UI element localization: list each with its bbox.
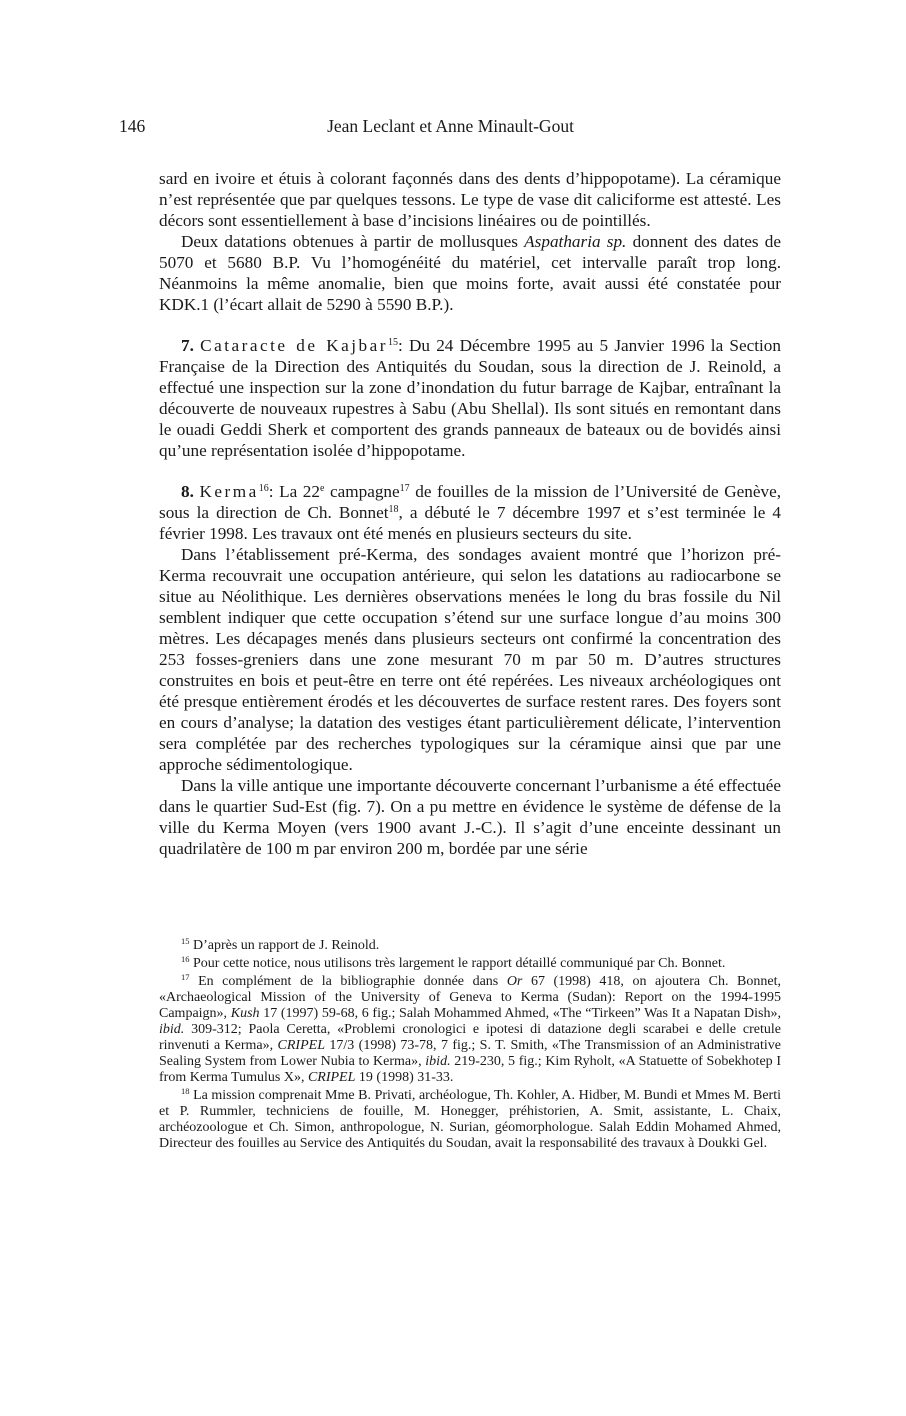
footnote-16 xyxy=(159,956,781,972)
footnote-text: 17 (1997) 59-68, 6 fig.; Salah Mohammed Ahmed, «The “Tirkeen” Was It a Napatan Dish», xyxy=(259,1006,782,1021)
footnote-number: 15 xyxy=(181,936,190,946)
section-7 xyxy=(159,335,781,461)
text-span: , a débuté le 7 décembre 1997 et s’est terminée le 4 février 1998. Les travaux ont été menés en plusieurs secteurs du site. xyxy=(159,503,781,543)
main-text xyxy=(159,168,781,859)
footnotes xyxy=(159,938,781,1154)
footnote-text: 17/3 (1998) 73-78, 7 fig.; S. T. Smith, «The Transmission of an Administrative Sealing System from Lower Nubia to Kerma», xyxy=(159,1038,781,1069)
journal-title: CRIPEL xyxy=(307,1070,356,1085)
running-title: Jean Leclant et Anne Minault-Gout xyxy=(327,116,574,136)
section-text: : Du 24 Décembre 1995 au 5 Janvier 1996 la Section Française de la Direction des Antiquités du Soudan, sous la direction de J. Reinold, a effectué une inspection sur la zone d’inondation du futur barrage de Kajbar, entraînant la découverte de nouveaux rupestres à Sabu (Abu Shellal). Ils sont situés en remontant dans le ouadi Geddi Sherk et comportent des grands panneaux de bateaux ou de bovidés ainsi qu’une représentation isolée d’hippopotame. xyxy=(159,336,781,460)
footnote-15 xyxy=(159,938,781,954)
ibid-ref: ibid. xyxy=(425,1054,451,1069)
paragraph-continuation: sard en ivoire et étuis à colorant façonnés dans des dents d’hippopotame). La céramique n’est représentée que par quelques tessons. Le type de vase dit caliciforme est attesté. Les décors sont essentiellement à base d’incisions linéaires ou de pointillés. xyxy=(159,169,781,230)
paragraph-datations xyxy=(159,231,781,315)
footnote-17 xyxy=(159,974,781,1086)
section-number: 7. xyxy=(181,336,194,355)
text-span: de fouilles de la mission de l’Université de Genève, sous la direction de Ch. Bonnet xyxy=(159,482,782,522)
footnote-number: 18 xyxy=(181,1086,190,1096)
footnote-text: Pour cette notice, nous utilisons très largement le rapport détaillé communiqué par Ch. Bonnet. xyxy=(189,956,726,971)
text-span: campagne xyxy=(324,482,400,501)
footnote-number: 17 xyxy=(181,972,190,982)
footnote-ref: 16 xyxy=(258,483,269,494)
section-number: 8. xyxy=(181,482,194,501)
ordinal-suffix: e xyxy=(319,483,325,494)
text-span: : La 22 xyxy=(268,482,320,501)
footnote-text: En complément de la bibliographie donnée dans xyxy=(189,974,507,989)
text-span: Deux datations obtenues à partir de mollusques xyxy=(181,232,525,251)
footnote-ref: 18 xyxy=(388,504,399,515)
footnote-ref: 15 xyxy=(387,337,398,348)
footnote-text: 19 (1998) 31-33. xyxy=(355,1070,454,1085)
journal-title: Or xyxy=(506,974,523,989)
footnote-18 xyxy=(159,1088,781,1152)
journal-title: Kush xyxy=(230,1006,260,1021)
ibid-ref: ibid. xyxy=(159,1022,185,1037)
page-header xyxy=(119,116,782,138)
section-title: Cataracte de Kajbar xyxy=(200,336,388,355)
paragraph-pre-kerma: Dans l’établissement pré-Kerma, des sondages avaient montré que l’horizon pré-Kerma recouvrait une occupation antérieure, qui selon les datations au radiocarbone se situe au Néolithique. Les dernières observations menées le long du bras fossile du Nil semblent indiquer que cette occupation s’étend sur une surface longue d’au moins 300 mètres. Les décapages menés dans plusieurs secteurs ont confirmé la concentration des 253 fosses-greniers dans une zone mesurant 70 m par 50 m. D’autres structures construites en bois et peut-être en terre ont été repérées. Les niveaux archéologiques ont été presque entièrement érodés et les découvertes de surface restent rares. Des foyers sont en cours d’analyse; la datation des vestiges étant particulièrement délicate, l’intervention sera complétée par des recherches typologiques sur la céramique ainsi que par une approche sédimentologique. xyxy=(159,545,781,774)
footnote-text: 67 (1998) 418, on ajoutera Ch. Bonnet, «Archaeological Mission of the University of Geneva to Kerma (Sudan): Report on the 1994-1995 Campaign», xyxy=(159,974,781,1021)
text-span: donnent des dates de 5070 et 5680 B.P. Vu l’homogénéité du matériel, cet intervalle paraît trop long. Néanmoins la même anomalie, bien que moins forte, avait aussi été constatée pour KDK.1 (l’écart allait de 5290 à 5590 B.P.). xyxy=(159,232,781,314)
footnote-ref: 17 xyxy=(399,483,410,494)
journal-title: CRIPEL xyxy=(277,1038,325,1053)
section-title: Kerma xyxy=(199,482,259,501)
footnote-text: La mission comprenait Mme B. Privati, archéologue, Th. Kohler, A. Hidber, M. Bundi et Mmes M. Berti et P. Rummler, techniciens de fouille, M. Honegger, préhistorien, A. Smit, assistante, L. Chaix, archéozoologue et Ch. Simon, anthropologue, N. Surian, géomorphologue. Salah Eddin Mohamed Ahmed, Directeur des fouilles au Service des Antiquités du Soudan, avait la responsabilité des travaux à Doukki Gel. xyxy=(159,1088,781,1151)
section-8 xyxy=(159,481,781,544)
footnote-number: 16 xyxy=(181,954,190,964)
footnote-text: 219-230, 5 fig.; Kim Ryholt, «A Statuette of Sobekhotep I from Kerma Tumulus X», xyxy=(159,1054,781,1085)
footnote-text: D’après un rapport de J. Reinold. xyxy=(189,938,380,953)
page-number: 146 xyxy=(119,116,146,136)
footnote-text: 309-312; Paola Ceretta, «Problemi cronologici e ipotesi di datazione degli scarabei e delle cretule rinvenuti a Kerma», xyxy=(159,1022,781,1053)
paragraph-ville-antique: Dans la ville antique une importante découverte concernant l’urbanisme a été effectuée dans le quartier Sud-Est (fig. 7). On a pu mettre en évidence le système de défense de la ville du Kerma Moyen (vers 1900 avant J.-C.). Il s’agit d’une enceinte dessinant un quadrilatère de 100 m par environ 200 m, bordée par une série xyxy=(159,776,781,858)
species-name: Aspatharia sp. xyxy=(524,232,627,251)
